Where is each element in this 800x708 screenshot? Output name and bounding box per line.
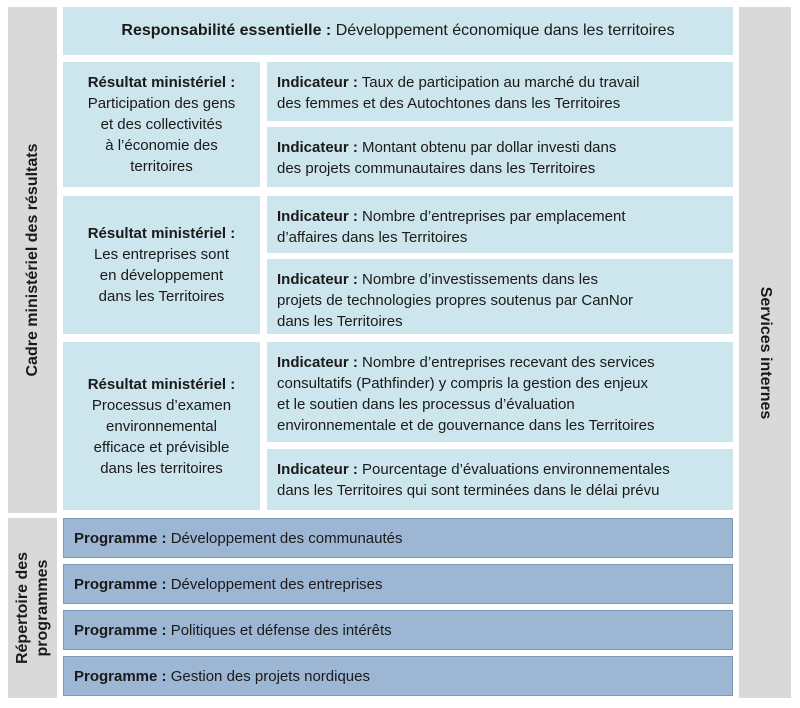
indicator-3-2: [267, 449, 733, 510]
indicator-1-2: [267, 127, 733, 187]
indicator-text: et le soutien dans les processus d’évaluation: [277, 396, 575, 413]
internal-services-sidebar: [739, 7, 791, 698]
program-row: [63, 564, 733, 604]
result-2-line: dans les Territoires: [98, 288, 225, 305]
program-text: Développement des communautés: [170, 529, 403, 547]
program-label: Programme :: [74, 667, 167, 685]
indicator-text: d’affaires dans les Territoires: [277, 229, 468, 246]
indicator-3-1: [267, 342, 733, 442]
result-1-line: territoires: [130, 158, 193, 175]
core-responsibility-label: Responsabilité essentielle :: [121, 22, 332, 39]
indicator-2-1: [267, 196, 733, 253]
indicator-text: dans les Territoires qui sont terminées dans le délai prévu: [277, 482, 660, 499]
result-2-line: Les entreprises sont: [93, 246, 230, 263]
departmental-result-3: [63, 342, 260, 510]
indicator-1-1: [267, 62, 733, 121]
result-3-line: Processus d’examen: [91, 396, 232, 414]
indicator-text: Nombre d’entreprises recevant des services: [362, 354, 655, 371]
program-row: [63, 518, 733, 558]
framework-sidebar-label: Cadre ministériel des résultats: [23, 143, 41, 377]
result-1-line: Participation des gens: [87, 95, 236, 112]
program-inventory-sidebar: [8, 518, 57, 698]
core-responsibility: [63, 7, 733, 55]
result-1-label: Résultat ministériel :: [87, 74, 236, 91]
indicator-text: projets de technologies propres soutenus par CanNor: [277, 292, 634, 309]
program-row: [63, 656, 733, 696]
internal-services-label: Services internes: [757, 286, 774, 419]
indicator-text: consultatifs (Pathfinder) y compris la gestion des enjeux: [277, 375, 649, 392]
program-inventory-label-line2: programmes: [33, 559, 51, 657]
departmental-result-2: [63, 196, 260, 334]
indicator-label: Indicateur :: [277, 74, 358, 91]
result-3-line: dans les territoires: [100, 459, 223, 477]
program-inventory-label: [13, 552, 53, 664]
indicator-text: Taux de participation au marché du travail: [361, 74, 640, 91]
indicator-2-2: [267, 259, 733, 334]
indicator-text: Nombre d’investissements dans les: [362, 271, 598, 288]
program-text: Politiques et défense des intérêts: [170, 621, 392, 639]
program-label: Programme :: [74, 575, 167, 593]
indicator-text: environnementale et de gouvernance dans les Territoires: [277, 417, 655, 434]
indicator-label: Indicateur :: [277, 354, 358, 371]
program-label: Programme :: [74, 529, 167, 547]
indicator-text: Montant obtenu par dollar investi dans: [362, 139, 617, 156]
indicator-label: Indicateur :: [277, 139, 358, 156]
result-1-line: et des collectivités: [100, 116, 223, 133]
program-inventory-label-line1: Répertoire des: [13, 551, 31, 665]
result-3-line: environnemental: [106, 417, 217, 435]
indicator-text: des femmes et des Autochtones dans les Territoires: [277, 95, 621, 112]
program-row: [63, 610, 733, 650]
indicator-text: Nombre d’entreprises par emplacement: [362, 208, 626, 225]
core-responsibility-text: Développement économique dans les territoires: [335, 22, 675, 39]
result-2-label: Résultat ministériel :: [87, 225, 236, 242]
program-text: Gestion des projets nordiques: [170, 667, 370, 685]
indicator-label: Indicateur :: [277, 461, 358, 478]
indicator-text: dans les Territoires: [277, 313, 403, 330]
indicator-label: Indicateur :: [277, 271, 358, 288]
indicator-text: Pourcentage d’évaluations environnementales: [362, 461, 670, 478]
result-3-label: Résultat ministériel :: [87, 375, 236, 393]
result-3-line: efficace et prévisible: [93, 438, 230, 456]
framework-sidebar: [8, 7, 57, 513]
indicator-text: des projets communautaires dans les Territoires: [277, 160, 596, 177]
program-label: Programme :: [74, 621, 167, 639]
result-1-line: à l’économie des: [105, 137, 218, 154]
indicator-label: Indicateur :: [277, 208, 358, 225]
program-text: Développement des entreprises: [170, 575, 383, 593]
result-2-line: en développement: [99, 267, 224, 284]
departmental-result-1: [63, 62, 260, 187]
